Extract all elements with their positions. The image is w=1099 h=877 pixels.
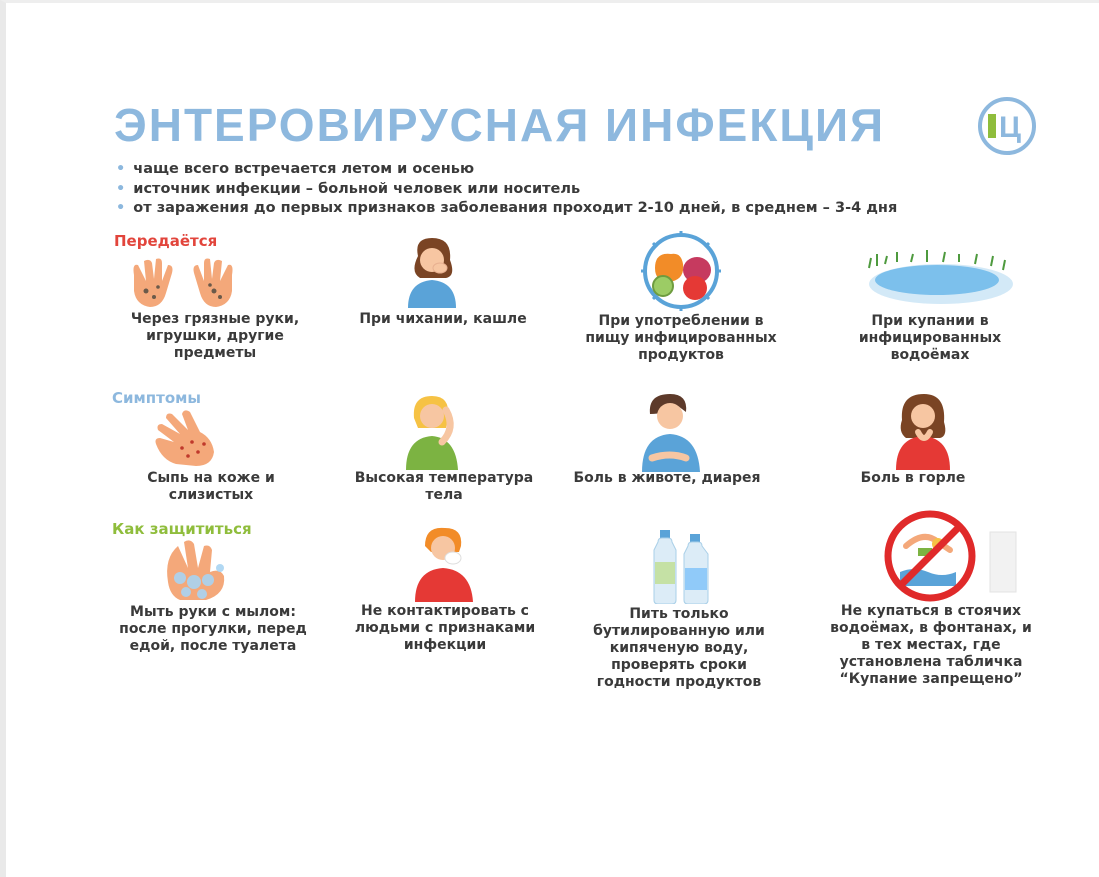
caption-rash: Сыпь на коже и слизистых [147,470,275,503]
caption-no-contact: Не контактировать с людьми с признаками инфекции [354,603,536,653]
section-label-symptoms: Симптомы [112,389,201,407]
logo-icon [976,96,1038,156]
sore-throat-icon [894,392,952,470]
caption-food: При употреблении в пищу инфицированных продуктов [585,313,777,363]
section-label-protect: Как защититься [112,520,252,538]
fact-item: • от заражения до первых признаков заболевания проходит 2-10 дней, в среднем – 3-4 дня [116,199,897,219]
caption-throat: Боль в горле [860,470,966,486]
fever-person-icon [402,392,474,470]
page-title: ЭНТЕРОВИРУСНАЯ ИНФЕКЦИЯ [114,99,886,151]
hand-washing-icon [160,538,234,602]
caption-bottled-water: Пить только бутилированную или кипяченую воду, проверять сроки годности продуктов [593,606,765,690]
no-swimming-icon [880,510,1020,602]
no-contact-icon [413,524,477,602]
vegetables-virus-icon [633,228,729,314]
dirty-hands-icon [124,255,242,311]
stomach-ache-icon [638,392,704,472]
facts-list [116,160,897,219]
caption-dirty-hands: Через грязные руки, игрушки, другие предметы [130,311,300,361]
fact-item: • источник инфекции – больной человек или носитель [116,180,897,200]
logo-letter: Ц [999,111,1021,144]
water-bottles-icon [652,528,712,604]
caption-wash-hands: Мыть руки с мылом: после прогулки, перед едой, после туалета [119,604,307,654]
caption-no-swimming: Не купаться в стоячих водоёмах, в фонтанах, и в тех местах, где установлена табличка “Купание запрещено” [830,603,1032,687]
caption-stomach: Боль в животе, диарея [573,470,761,486]
caption-pond: При купании в инфицированных водоёмах [858,313,1002,363]
rash-hand-icon [152,408,222,470]
pond-icon [863,248,1015,306]
caption-sneezing: При чихании, кашле [359,311,527,327]
fact-item: • чаще всего встречается летом и осенью [116,160,897,180]
section-label-transmit: Передаётся [114,232,218,250]
caption-fever: Высокая температура тела [354,470,534,503]
sneezing-person-icon [402,236,462,308]
